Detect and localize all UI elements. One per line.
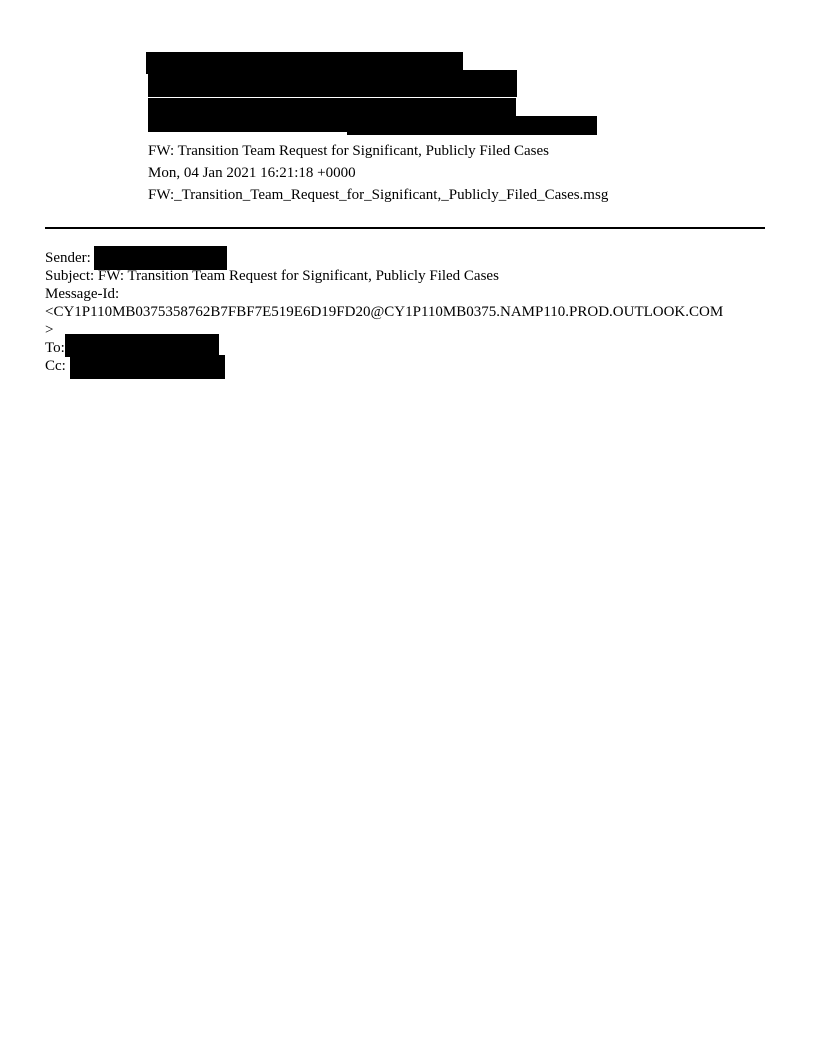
redaction-bcc-a xyxy=(148,118,348,132)
body-cc-line xyxy=(45,357,66,375)
sender-label: Sender: xyxy=(45,250,91,266)
redaction-to xyxy=(148,70,517,97)
header-divider xyxy=(45,227,765,229)
date-value: Mon, 04 Jan 2021 16:21:18 +0000 xyxy=(148,165,356,181)
body-cc-label: Cc: xyxy=(45,358,66,374)
body-to-line xyxy=(45,339,65,357)
redaction-body-cc xyxy=(70,355,225,379)
redaction-cc xyxy=(148,98,516,118)
embedded-value: FW:_Transition_Team_Request_for_Significant,_Publicly_Filed_Cases.msg xyxy=(148,187,609,203)
subject-value: FW: Transition Team Request for Significant, Publicly Filed Cases xyxy=(148,143,550,159)
redaction-body-to xyxy=(65,334,219,357)
body-to-label: To: xyxy=(45,340,65,356)
message-id-end: > xyxy=(45,322,54,338)
body-subject-line: Subject: FW: Transition Team Request for Significant, Publicly Filed Cases xyxy=(45,268,499,284)
sender-line xyxy=(45,249,91,267)
message-id-label: Message-Id: xyxy=(45,286,120,302)
message-id-value: <CY1P110MB0375358762B7FBF7E519E6D19FD20@CY1P110MB0375.NAMP110.PROD.OUTLOOK.COM xyxy=(45,304,724,320)
redaction-bcc-b xyxy=(347,116,597,135)
